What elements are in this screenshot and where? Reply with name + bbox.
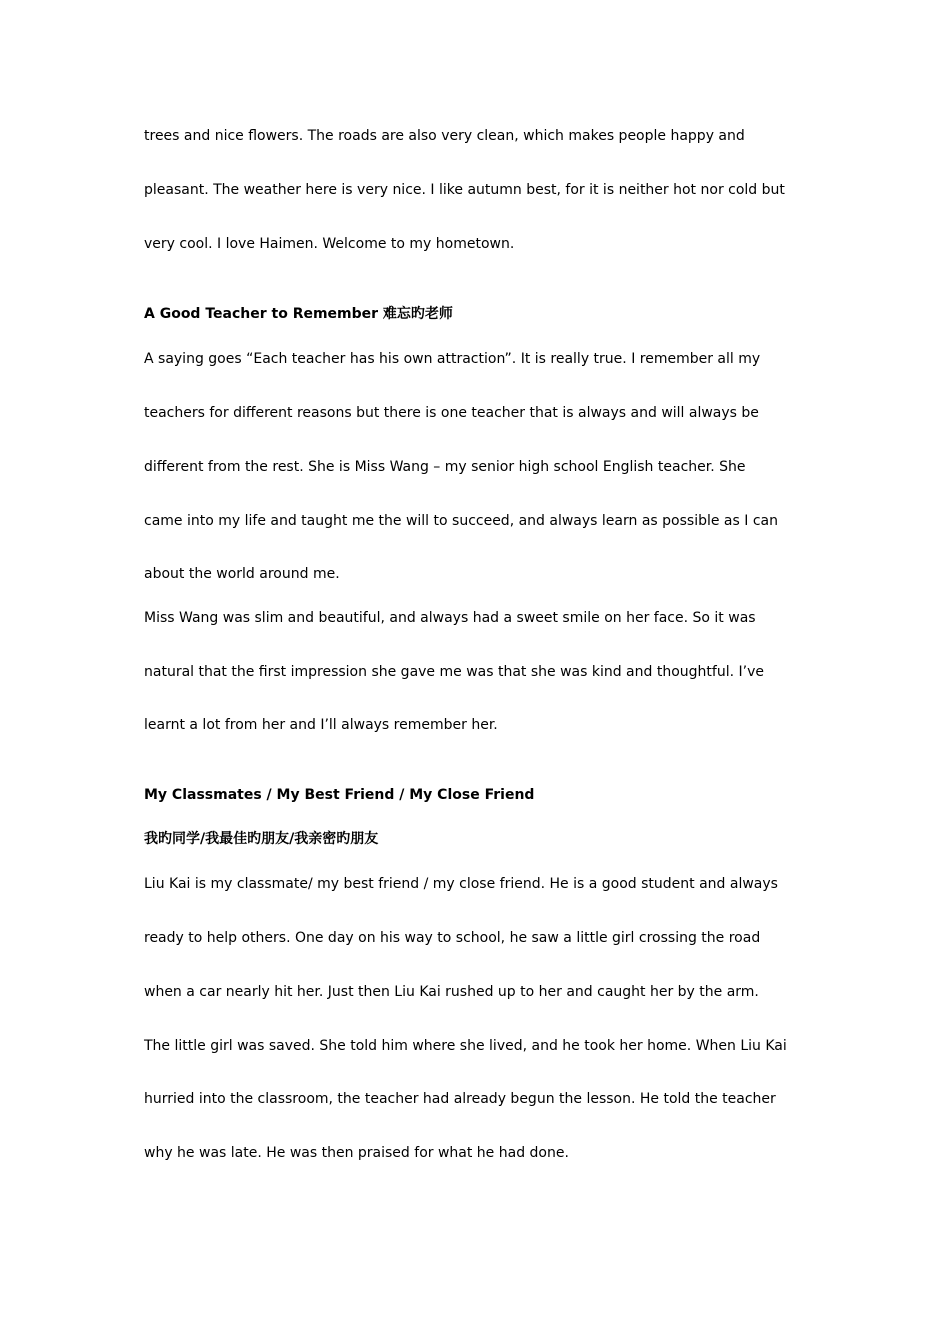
section-heading-teacher: A Good Teacher to Remember 难忘旳老师 [144, 306, 453, 322]
paragraph-line: teachers for different reasons but there is one teacher that is always and will always be [144, 405, 759, 421]
paragraph-line: ready to help others. One day on his way to school, he saw a little girl crossing the road [144, 930, 761, 946]
paragraph-line: natural that the first impression she gave me was that she was kind and thoughtful. I’ve [144, 664, 764, 680]
paragraph-line: trees and nice flowers. The roads are also very clean, which makes people happy and [144, 128, 745, 144]
paragraph-line: different from the rest. She is Miss Wang – my senior high school English teacher. She [144, 459, 746, 475]
paragraph-line: A saying goes “Each teacher has his own attraction”. It is really true. I remember all my [144, 351, 761, 367]
section-heading-friend: My Classmates / My Best Friend / My Close Friend [144, 787, 535, 803]
paragraph-line: came into my life and taught me the will to succeed, and always learn as possible as I can [144, 513, 778, 529]
section-subheading-friend: 我旳同学/我最佳旳朋友/我亲密旳朋友 [144, 831, 379, 847]
paragraph-line: hurried into the classroom, the teacher had already begun the lesson. He told the teacher [144, 1091, 776, 1107]
paragraph-line: why he was late. He was then praised for what he had done. [144, 1145, 569, 1161]
paragraph-line: Liu Kai is my classmate/ my best friend / my close friend. He is a good student and always [144, 876, 778, 892]
paragraph-line: learnt a lot from her and I’ll always remember her. [144, 717, 498, 733]
paragraph-line: about the world around me. [144, 566, 340, 582]
paragraph-line: when a car nearly hit her. Just then Liu Kai rushed up to her and caught her by the arm. [144, 984, 759, 1000]
paragraph-line: pleasant. The weather here is very nice. I like autumn best, for it is neither hot nor cold but [144, 182, 785, 198]
paragraph-line: very cool. I love Haimen. Welcome to my hometown. [144, 236, 515, 252]
paragraph-line: Miss Wang was slim and beautiful, and always had a sweet smile on her face. So it was [144, 610, 756, 626]
paragraph-line: The little girl was saved. She told him where she lived, and he took her home. When Liu Kai [144, 1038, 787, 1054]
